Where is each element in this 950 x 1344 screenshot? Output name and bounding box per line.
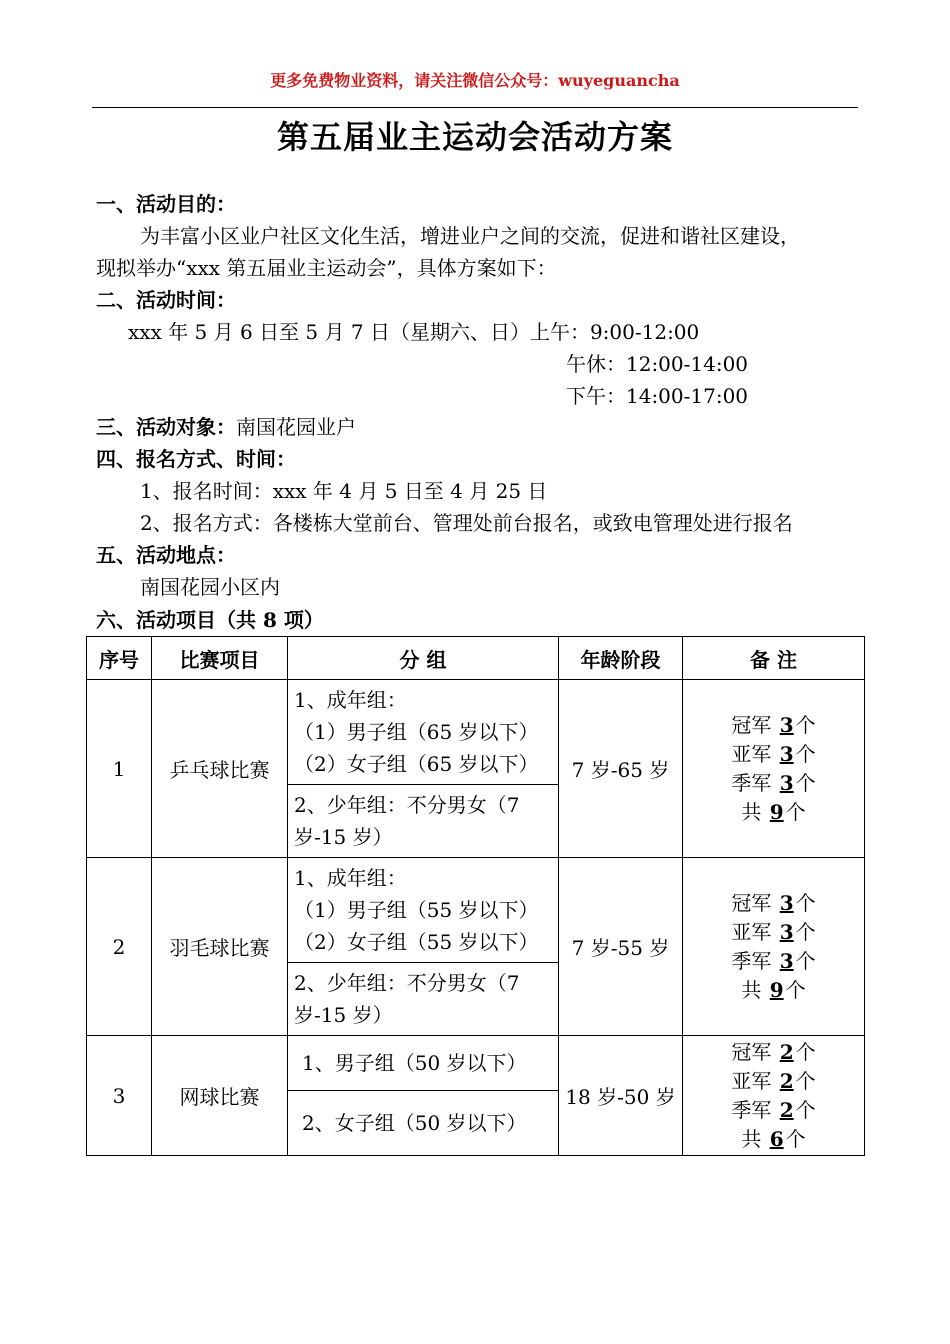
prize-total: 9: [769, 977, 784, 1002]
header-event: 比赛项目: [152, 637, 288, 680]
group-line: 2、少年组：不分男女（7: [294, 971, 520, 995]
group-line: （1）男子组（65 岁以下）: [294, 720, 539, 744]
document-title: 第五届业主运动会活动方案: [276, 118, 673, 156]
group-adult: [288, 680, 559, 785]
prize-count: 3: [779, 741, 794, 766]
section-3: [96, 411, 356, 443]
section-2-heading: 二、活动时间：: [96, 288, 236, 312]
row-number: 2: [87, 858, 152, 1036]
time-noon: 午休：12:00-14:00: [566, 352, 749, 376]
prize-count: 3: [779, 948, 794, 973]
prize-notes: 冠军 2 个 亚军 2 个 季军 2 个 共 6 个: [683, 1036, 865, 1156]
section-3-text: 南国花园业户: [236, 415, 356, 439]
section-6-heading: 六、活动项目（共 8 项）: [96, 608, 324, 632]
prize-count: 3: [779, 919, 794, 944]
prize-total: 9: [769, 799, 784, 824]
header-no: 序号: [87, 637, 152, 680]
table-row: [87, 1036, 865, 1091]
prize-count: 3: [779, 890, 794, 915]
age-range: 18 岁-50 岁: [559, 1036, 683, 1156]
prize-total: 6: [769, 1126, 784, 1151]
age-range: 7 岁-55 岁: [559, 858, 683, 1036]
signup-time: 1、报名时间：xxx 年 4 月 5 日至 4 月 25 日: [140, 479, 548, 503]
prize-count: 3: [779, 770, 794, 795]
group-youth: [288, 963, 559, 1036]
signup-method: 2、报名方式：各楼栋大堂前台、管理处前台报名，或致电管理处进行报名: [140, 511, 793, 535]
table-row: [87, 680, 865, 785]
group-line: 1、成年组：: [294, 866, 407, 890]
group-line: （2）女子组（55 岁以下）: [294, 930, 539, 954]
header-banner: 更多免费物业资料，请关注微信公众号：wuyeguancha: [270, 71, 680, 90]
header-notes: 备 注: [683, 637, 865, 680]
header-age: 年龄阶段: [559, 637, 683, 680]
table-row: [87, 858, 865, 963]
group-line: 岁-15 岁）: [294, 825, 393, 849]
group-youth: [288, 785, 559, 858]
row-number: 3: [87, 1036, 152, 1156]
header-divider: [92, 107, 858, 108]
prize-count: 2: [779, 1039, 794, 1064]
header-group: 分 组: [288, 637, 559, 680]
group-men: [288, 1036, 559, 1091]
prize-notes: 冠军 3 个 亚军 3 个 季军 3 个 共 9 个: [683, 680, 865, 858]
time-morning: xxx 年 5 月 6 日至 5 月 7 日（星期六、日）上午：9:00-12:00: [128, 320, 700, 344]
section-1-line-2: 现拟举办“xxx 第五届业主运动会”，具体方案如下：: [96, 256, 557, 280]
prize-count: 2: [779, 1097, 794, 1122]
group-line: 岁-15 岁）: [294, 1003, 393, 1027]
events-table: [86, 636, 865, 1156]
section-3-heading: 三、活动对象：: [96, 415, 236, 439]
time-afternoon: 下午：14:00-17:00: [566, 384, 749, 408]
prize-notes: 冠军 3 个 亚军 3 个 季军 3 个 共 9 个: [683, 858, 865, 1036]
event-name: 网球比赛: [152, 1036, 288, 1156]
section-5-heading: 五、活动地点：: [96, 543, 236, 567]
prize-count: 2: [779, 1068, 794, 1093]
group-line: 1、成年组：: [294, 688, 407, 712]
group-line: （2）女子组（65 岁以下）: [294, 752, 539, 776]
section-1-heading: 一、活动目的：: [96, 192, 236, 216]
group-women: [288, 1091, 559, 1156]
prize-count: 3: [779, 712, 794, 737]
group-line: （1）男子组（55 岁以下）: [294, 898, 539, 922]
group-line: 2、少年组：不分男女（7: [294, 793, 520, 817]
group-line: 2、女子组（50 岁以下）: [302, 1111, 527, 1135]
group-line: 1、男子组（50 岁以下）: [302, 1051, 527, 1075]
group-adult: [288, 858, 559, 963]
table-header-row: [87, 637, 865, 680]
event-name: 羽毛球比赛: [152, 858, 288, 1036]
event-name: 乒乓球比赛: [152, 680, 288, 858]
section-4-heading: 四、报名方式、时间：: [96, 447, 296, 471]
section-1-line-1: 为丰富小区业户社区文化生活，增进业户之间的交流，促进和谐社区建设，: [140, 224, 800, 248]
row-number: 1: [87, 680, 152, 858]
section-5-text: 南国花园小区内: [140, 575, 280, 599]
age-range: 7 岁-65 岁: [559, 680, 683, 858]
